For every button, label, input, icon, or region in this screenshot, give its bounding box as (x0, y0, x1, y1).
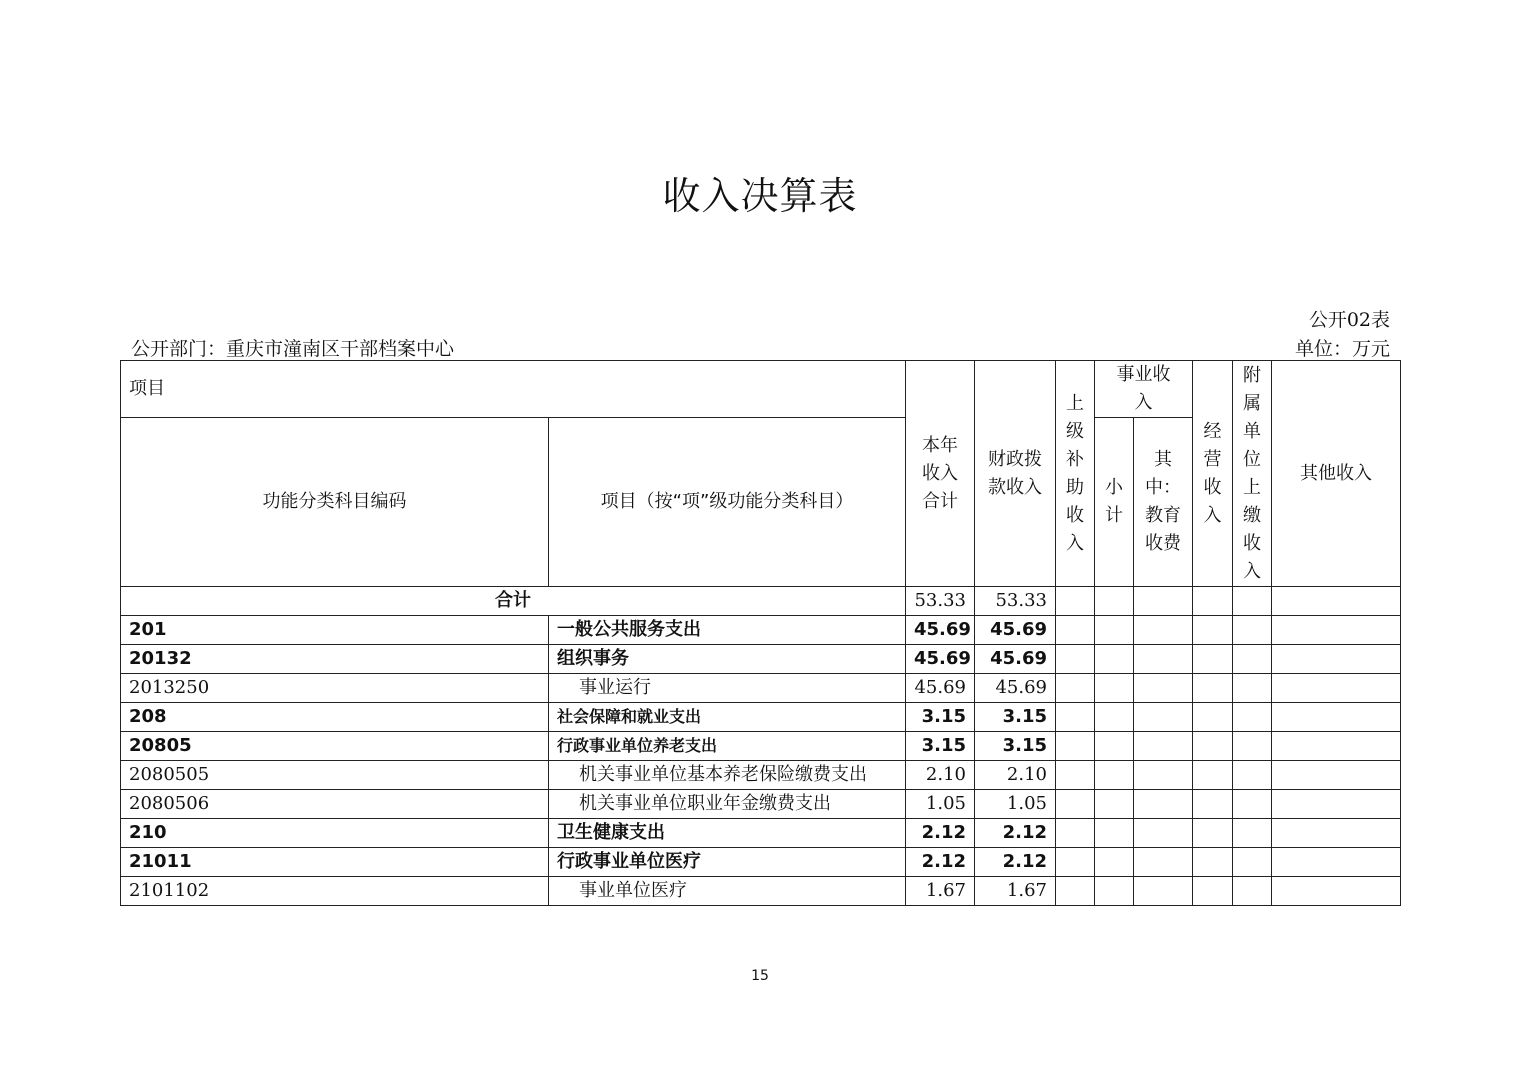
row-name: 机关事业单位职业年金缴费支出 (549, 790, 906, 819)
row-total: 3.15 (906, 703, 975, 732)
header-other: 其他收入 (1272, 361, 1401, 587)
row-total: 1.67 (906, 877, 975, 906)
row-fiscal: 1.05 (975, 790, 1056, 819)
row-fiscal: 3.15 (975, 703, 1056, 732)
row-code: 208 (121, 703, 549, 732)
row-total: 45.69 (906, 645, 975, 674)
total-label: 合计 (121, 587, 906, 616)
page-title: 收入决算表 (662, 174, 858, 218)
total-fiscal: 53.33 (975, 587, 1056, 616)
row-fiscal: 2.10 (975, 761, 1056, 790)
header-business-group: 事业收入 (1095, 361, 1193, 418)
table-row (121, 790, 1401, 819)
row-code: 2080506 (121, 790, 549, 819)
header-subtotal: 小计 (1095, 418, 1134, 587)
row-code: 2080505 (121, 761, 549, 790)
header-project: 项目 (121, 361, 906, 418)
row-total: 2.10 (906, 761, 975, 790)
row-code: 210 (121, 819, 549, 848)
row-code: 20805 (121, 732, 549, 761)
row-name: 组织事务 (549, 645, 906, 674)
row-name: 行政事业单位养老支出 (549, 732, 906, 761)
header-fiscal: 财政拨款收入 (975, 361, 1056, 587)
table-row (121, 819, 1401, 848)
row-name: 事业单位医疗 (549, 877, 906, 906)
unit-label: 单位：万元 (1294, 338, 1390, 360)
row-fiscal: 3.15 (975, 732, 1056, 761)
header-total: 本年收入合计 (906, 361, 975, 587)
total-row (121, 587, 1401, 616)
row-total: 2.12 (906, 819, 975, 848)
row-code: 20132 (121, 645, 549, 674)
header-affiliated: 附属单位上缴收入 (1233, 361, 1272, 587)
row-fiscal: 45.69 (975, 674, 1056, 703)
table-row (121, 761, 1401, 790)
header-education: 其中：教育收费 (1134, 418, 1193, 587)
row-total: 1.05 (906, 790, 975, 819)
table-row (121, 645, 1401, 674)
row-code: 21011 (121, 848, 549, 877)
header-operating: 经营收入 (1193, 361, 1233, 587)
row-fiscal: 1.67 (975, 877, 1056, 906)
row-name: 社会保障和就业支出 (549, 703, 906, 732)
row-name: 事业运行 (549, 674, 906, 703)
row-fiscal: 45.69 (975, 645, 1056, 674)
row-name: 卫生健康支出 (549, 819, 906, 848)
table-row (121, 877, 1401, 906)
header-func-code: 功能分类科目编码 (121, 418, 549, 587)
table-row (121, 616, 1401, 645)
table-row (121, 674, 1401, 703)
row-code: 2013250 (121, 674, 549, 703)
row-total: 3.15 (906, 732, 975, 761)
row-name: 机关事业单位基本养老保险缴费支出 (549, 761, 906, 790)
income-table (120, 360, 1401, 906)
row-total: 45.69 (906, 674, 975, 703)
department-label: 公开部门：重庆市潼南区干部档案中心 (131, 338, 455, 360)
page-number: 15 (751, 968, 769, 984)
header-superior: 上级补助收入 (1056, 361, 1095, 587)
row-code: 201 (121, 616, 549, 645)
row-code: 2101102 (121, 877, 549, 906)
row-total: 2.12 (906, 848, 975, 877)
row-name: 一般公共服务支出 (549, 616, 906, 645)
table-row (121, 848, 1401, 877)
total-amount: 53.33 (906, 587, 975, 616)
form-number: 公开02表 (1308, 309, 1390, 331)
row-fiscal: 45.69 (975, 616, 1056, 645)
row-name: 行政事业单位医疗 (549, 848, 906, 877)
row-fiscal: 2.12 (975, 848, 1056, 877)
row-total: 45.69 (906, 616, 975, 645)
table-row (121, 732, 1401, 761)
header-item: 项目（按“项”级功能分类科目） (549, 418, 906, 587)
table-row (121, 703, 1401, 732)
row-fiscal: 2.12 (975, 819, 1056, 848)
